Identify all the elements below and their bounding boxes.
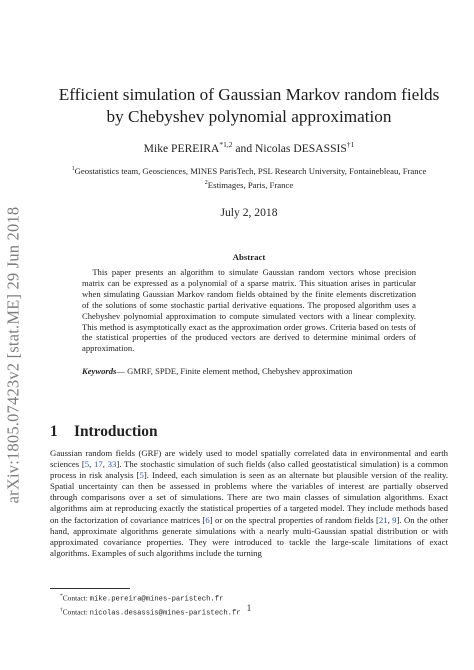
- keywords: [82, 366, 416, 377]
- author-line: [50, 138, 448, 156]
- citation-link[interactable]: 9: [392, 514, 397, 525]
- keywords-text: GMRF, SPDE, Finite element method, Chebyshev approximation: [127, 366, 353, 376]
- author-1: Mike PEREIRA: [143, 141, 220, 155]
- affiliations: [50, 163, 448, 191]
- paper-title: Efficient simulation of Gaussian Markov random fields by Chebyshev polynomial approximation: [58, 85, 440, 126]
- citation-link[interactable]: 5: [84, 459, 90, 470]
- citation-link[interactable]: 5: [139, 470, 144, 481]
- intro-text: ]. Indeed, each simulation is seen as an alternate but plausible version of the reality. Spatial uncertainty can then be assessed in problems where the variables of interest are partially observed through comparisons over a set of simulations. There are two main classes of simulation algorithms. Exact algorithms aim at reproducing exactly the statistical properties of a targeted model. They include methods based on the factorization of covariance matrices [: [50, 470, 449, 525]
- section-title: Introduction: [74, 423, 158, 440]
- affiliation-2-text: Estimages, Paris, France: [207, 179, 294, 190]
- footnote-rule: [50, 588, 130, 589]
- affiliation-1: [50, 163, 448, 177]
- intro-text: ]. The stochastic simulation of such fields (also called geostatistical simulation) is a common process in risk analysis [: [50, 459, 448, 481]
- section-heading: [50, 422, 448, 442]
- footnote-1-email[interactable]: mike.pereira@mines-paristech.fr: [89, 595, 224, 604]
- footnote-1-label: Contact:: [62, 593, 90, 603]
- abstract-body: This paper presents an algorithm to simulate Gaussian random vectors whose precision matrix can be expressed as a polynomial of a sparse matrix. This situation arises in particular when simulating Gaussian Markov random fields obtained by the finite elements discretization of the solutions of some stochastic partial derivative equations. The proposed algorithm uses a Chebyshev polynomial approximation to compute simulated vectors with a linear complexity. This method is asymptotically exact as the approximation order grows. Criteria based on tests of the statistical properties of the produced vectors are derived to determine minimal orders of approximation.: [82, 267, 416, 354]
- author-conjunction: and: [232, 141, 256, 155]
- abstract-heading: Abstract: [232, 252, 266, 262]
- author-1-marks: *1,2: [219, 140, 233, 149]
- affiliation-2-mark: 2: [204, 179, 208, 186]
- author-2: Nicolas DESASSIS: [255, 141, 347, 155]
- paper-date: July 2, 2018: [220, 206, 278, 219]
- author-2-marks: †1: [346, 140, 355, 149]
- citation-link[interactable]: 17: [94, 459, 103, 470]
- citation-link[interactable]: 33: [107, 459, 117, 470]
- arxiv-stamp: [2, 206, 24, 504]
- arxiv-stamp-text: arXiv:1805.07423v2 [stat.ME] 29 Jun 2018: [3, 206, 23, 504]
- intro-text: Gaussian random fields (GRF) are widely used to model spatially correlated data in environmental and earth sciences [: [50, 448, 448, 470]
- footnote-2-mark: †: [60, 606, 63, 613]
- citation-link[interactable]: 6: [205, 514, 210, 525]
- affiliation-1-mark: 1: [71, 166, 75, 172]
- page-number: 1: [246, 603, 252, 613]
- affiliation-2: [50, 177, 448, 191]
- footnote-2-label: Contact:: [62, 607, 90, 617]
- keywords-label: Keywords: [82, 366, 117, 376]
- affiliation-1-text: Geostatistics team, Geosciences, MINES ParisTech, PSL Research University, Fontainebleau, France: [74, 165, 427, 176]
- footnote-2-email[interactable]: nicolas.desassis@mines-paristech.fr: [89, 609, 241, 618]
- citation-link[interactable]: 21: [378, 514, 388, 525]
- section-number: 1: [50, 423, 58, 440]
- intro-text: ] or on the spectral properties of random fields [: [209, 514, 379, 525]
- footnote-1-mark: *: [60, 593, 63, 599]
- keywords-dash: —: [116, 366, 128, 376]
- intro-text: ]. On the other hand, approximate algorithms generate simulations with a nearly multi-Gaussian spatial distribution or with approximated covariance properties. They were introduced to tackle the large-scale limitations of exact algorithms. Examples of such algorithms include the turning: [50, 514, 448, 558]
- intro-paragraph: Gaussian random fields (GRF) are widely used to model spatially correlated data in environmental and earth sciences [5, 17, 33]. The stochastic simulation of such fields (also called geostatistical simulation) is a common process in risk analysis [5]. Indeed, each simulation is seen as an alternate but plausible version of the reality. Spatial uncertainty can then be assessed in problems where the variables of interest are partially observed through comparisons over a set of simulations. There are two main classes of simulation algorithms. Exact algorithms aim at reproducing exactly the statistical properties of a targeted model. They include methods based on the factorization of covariance matrices [6] or on the spectral properties of random fields [21, 9]. On the other hand, approximate algorithms generate simulations with a nearly multi-Gaussian spatial distribution or with approximated covariance properties. They were introduced to tackle the large-scale limitations of exact algorithms. Examples of such algorithms include the turning: [50, 448, 449, 558]
